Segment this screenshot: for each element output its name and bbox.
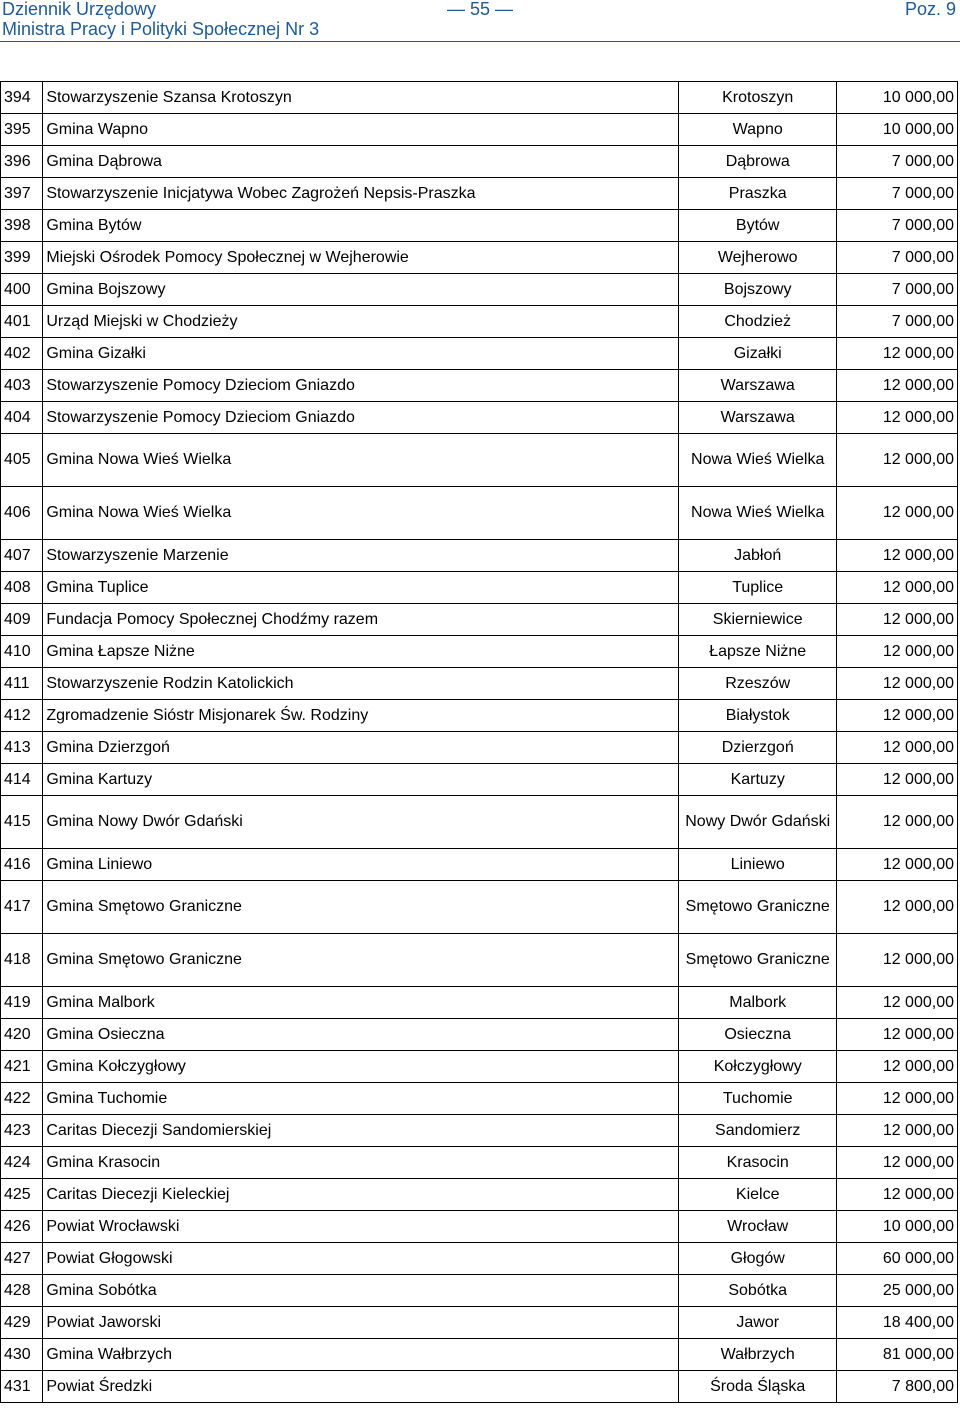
row-entity-name: Gmina Liniewo <box>43 849 679 881</box>
table-row <box>1 1243 958 1275</box>
row-number: 405 <box>1 434 43 487</box>
table-row <box>1 146 958 178</box>
row-city: Liniewo <box>679 849 837 881</box>
row-amount: 12 000,00 <box>837 668 958 700</box>
row-entity-name: Gmina Smętowo Graniczne <box>43 881 679 934</box>
row-number: 403 <box>1 370 43 402</box>
row-entity-name: Powiat Głogowski <box>43 1243 679 1275</box>
row-city: Nowy Dwór Gdański <box>679 796 837 849</box>
row-number: 421 <box>1 1051 43 1083</box>
row-entity-name: Stowarzyszenie Szansa Krotoszyn <box>43 82 679 114</box>
row-number: 399 <box>1 242 43 274</box>
row-number: 397 <box>1 178 43 210</box>
table-row <box>1 732 958 764</box>
row-number: 427 <box>1 1243 43 1275</box>
table-row <box>1 1179 958 1211</box>
row-amount: 60 000,00 <box>837 1243 958 1275</box>
row-entity-name: Gmina Tuplice <box>43 572 679 604</box>
row-number: 415 <box>1 796 43 849</box>
row-number: 411 <box>1 668 43 700</box>
row-amount: 10 000,00 <box>837 82 958 114</box>
row-entity-name: Gmina Wapno <box>43 114 679 146</box>
row-city: Smętowo Graniczne <box>679 934 837 987</box>
row-number: 401 <box>1 306 43 338</box>
row-city: Wrocław <box>679 1211 837 1243</box>
position-label: Poz. 9 <box>904 0 956 19</box>
table-row <box>1 82 958 114</box>
row-amount: 12 000,00 <box>837 1083 958 1115</box>
row-entity-name: Gmina Smętowo Graniczne <box>43 934 679 987</box>
row-number: 414 <box>1 764 43 796</box>
row-city: Wapno <box>679 114 837 146</box>
row-amount: 10 000,00 <box>837 1211 958 1243</box>
row-city: Kielce <box>679 1179 837 1211</box>
row-entity-name: Stowarzyszenie Pomocy Dzieciom Gniazdo <box>43 370 679 402</box>
row-city: Krotoszyn <box>679 82 837 114</box>
row-city: Wałbrzych <box>679 1339 837 1371</box>
row-city: Bytów <box>679 210 837 242</box>
row-entity-name: Powiat Średzki <box>43 1371 679 1403</box>
row-number: 429 <box>1 1307 43 1339</box>
row-city: Dąbrowa <box>679 146 837 178</box>
table-row <box>1 700 958 732</box>
entities-table-body <box>1 82 958 1403</box>
row-city: Sandomierz <box>679 1115 837 1147</box>
row-entity-name: Stowarzyszenie Marzenie <box>43 540 679 572</box>
row-number: 407 <box>1 540 43 572</box>
table-row <box>1 402 958 434</box>
row-entity-name: Stowarzyszenie Rodzin Katolickich <box>43 668 679 700</box>
row-amount: 7 000,00 <box>837 146 958 178</box>
row-city: Warszawa <box>679 370 837 402</box>
row-amount: 12 000,00 <box>837 732 958 764</box>
row-city: Praszka <box>679 178 837 210</box>
row-entity-name: Gmina Wałbrzych <box>43 1339 679 1371</box>
row-entity-name: Gmina Kołczygłowy <box>43 1051 679 1083</box>
table-row <box>1 849 958 881</box>
row-number: 416 <box>1 849 43 881</box>
table-row <box>1 572 958 604</box>
row-amount: 12 000,00 <box>837 700 958 732</box>
row-amount: 12 000,00 <box>837 434 958 487</box>
row-amount: 12 000,00 <box>837 849 958 881</box>
table-row <box>1 1339 958 1371</box>
row-city: Warszawa <box>679 402 837 434</box>
row-number: 430 <box>1 1339 43 1371</box>
table-row <box>1 987 958 1019</box>
table-row <box>1 1211 958 1243</box>
entities-table <box>0 81 958 1403</box>
row-city: Tuchomie <box>679 1083 837 1115</box>
table-row <box>1 796 958 849</box>
row-entity-name: Gmina Bojszowy <box>43 274 679 306</box>
row-amount: 12 000,00 <box>837 402 958 434</box>
table-row <box>1 1307 958 1339</box>
row-entity-name: Urząd Miejski w Chodzieży <box>43 306 679 338</box>
row-amount: 12 000,00 <box>837 1147 958 1179</box>
table-row <box>1 370 958 402</box>
row-amount: 81 000,00 <box>837 1339 958 1371</box>
row-amount: 12 000,00 <box>837 796 958 849</box>
table-row <box>1 306 958 338</box>
page-number: — 55 — <box>446 0 514 19</box>
row-entity-name: Powiat Jaworski <box>43 1307 679 1339</box>
table-row <box>1 242 958 274</box>
row-number: 420 <box>1 1019 43 1051</box>
row-amount: 12 000,00 <box>837 636 958 668</box>
row-amount: 12 000,00 <box>837 987 958 1019</box>
row-entity-name: Caritas Diecezji Sandomierskiej <box>43 1115 679 1147</box>
row-entity-name: Stowarzyszenie Inicjatywa Wobec Zagrożeń Nepsis-Praszka <box>43 178 679 210</box>
row-number: 417 <box>1 881 43 934</box>
table-row <box>1 881 958 934</box>
row-entity-name: Gmina Nowy Dwór Gdański <box>43 796 679 849</box>
table-row <box>1 1371 958 1403</box>
row-amount: 12 000,00 <box>837 487 958 540</box>
row-city: Krasocin <box>679 1147 837 1179</box>
row-city: Kartuzy <box>679 764 837 796</box>
table-row <box>1 487 958 540</box>
row-entity-name: Caritas Diecezji Kieleckiej <box>43 1179 679 1211</box>
row-entity-name: Gmina Krasocin <box>43 1147 679 1179</box>
row-city: Chodzież <box>679 306 837 338</box>
page-header <box>0 0 960 44</box>
row-number: 408 <box>1 572 43 604</box>
row-amount: 12 000,00 <box>837 1019 958 1051</box>
row-amount: 12 000,00 <box>837 881 958 934</box>
row-amount: 7 000,00 <box>837 178 958 210</box>
table-row <box>1 636 958 668</box>
table-row <box>1 604 958 636</box>
row-city: Malbork <box>679 987 837 1019</box>
row-city: Smętowo Graniczne <box>679 881 837 934</box>
row-number: 395 <box>1 114 43 146</box>
row-number: 398 <box>1 210 43 242</box>
row-amount: 18 400,00 <box>837 1307 958 1339</box>
table-row <box>1 1051 958 1083</box>
row-entity-name: Gmina Tuchomie <box>43 1083 679 1115</box>
row-amount: 7 800,00 <box>837 1371 958 1403</box>
table-row <box>1 114 958 146</box>
table-row <box>1 764 958 796</box>
table-row <box>1 210 958 242</box>
row-amount: 12 000,00 <box>837 604 958 636</box>
table-row <box>1 934 958 987</box>
row-amount: 12 000,00 <box>837 572 958 604</box>
row-city: Nowa Wieś Wielka <box>679 434 837 487</box>
row-city: Jawor <box>679 1307 837 1339</box>
row-city: Tuplice <box>679 572 837 604</box>
table-row <box>1 1019 958 1051</box>
row-city: Osieczna <box>679 1019 837 1051</box>
row-entity-name: Powiat Wrocławski <box>43 1211 679 1243</box>
row-number: 423 <box>1 1115 43 1147</box>
row-amount: 12 000,00 <box>837 540 958 572</box>
table-row <box>1 540 958 572</box>
row-entity-name: Fundacja Pomocy Społecznej Chodźmy razem <box>43 604 679 636</box>
row-number: 431 <box>1 1371 43 1403</box>
row-city: Głogów <box>679 1243 837 1275</box>
row-number: 428 <box>1 1275 43 1307</box>
row-entity-name: Gmina Dzierzgoń <box>43 732 679 764</box>
row-entity-name: Miejski Ośrodek Pomocy Społecznej w Wejherowie <box>43 242 679 274</box>
row-amount: 12 000,00 <box>837 764 958 796</box>
row-city: Skierniewice <box>679 604 837 636</box>
row-city: Rzeszów <box>679 668 837 700</box>
row-entity-name: Gmina Dąbrowa <box>43 146 679 178</box>
row-amount: 12 000,00 <box>837 1051 958 1083</box>
table-row <box>1 338 958 370</box>
row-amount: 12 000,00 <box>837 338 958 370</box>
row-number: 422 <box>1 1083 43 1115</box>
table-row <box>1 274 958 306</box>
row-number: 425 <box>1 1179 43 1211</box>
row-number: 409 <box>1 604 43 636</box>
table-row <box>1 1083 958 1115</box>
row-entity-name: Gmina Osieczna <box>43 1019 679 1051</box>
row-city: Nowa Wieś Wielka <box>679 487 837 540</box>
row-amount: 10 000,00 <box>837 114 958 146</box>
row-number: 419 <box>1 987 43 1019</box>
row-city: Sobótka <box>679 1275 837 1307</box>
table-row <box>1 668 958 700</box>
row-entity-name: Gmina Bytów <box>43 210 679 242</box>
row-amount: 7 000,00 <box>837 242 958 274</box>
row-entity-name: Gmina Kartuzy <box>43 764 679 796</box>
row-city: Dzierzgoń <box>679 732 837 764</box>
header-divider <box>0 41 960 42</box>
row-number: 410 <box>1 636 43 668</box>
table-row <box>1 1147 958 1179</box>
row-city: Środa Śląska <box>679 1371 837 1403</box>
row-number: 424 <box>1 1147 43 1179</box>
row-amount: 7 000,00 <box>837 274 958 306</box>
row-amount: 12 000,00 <box>837 1115 958 1147</box>
row-entity-name: Stowarzyszenie Pomocy Dzieciom Gniazdo <box>43 402 679 434</box>
ministry-title: Ministra Pracy i Polityki Społecznej Nr 3 <box>2 19 320 39</box>
row-city: Kołczygłowy <box>679 1051 837 1083</box>
row-entity-name: Gmina Nowa Wieś Wielka <box>43 434 679 487</box>
row-entity-name: Gmina Malbork <box>43 987 679 1019</box>
row-amount: 7 000,00 <box>837 306 958 338</box>
row-city: Jabłoń <box>679 540 837 572</box>
row-city: Gizałki <box>679 338 837 370</box>
row-number: 402 <box>1 338 43 370</box>
row-amount: 7 000,00 <box>837 210 958 242</box>
table-row <box>1 434 958 487</box>
row-number: 418 <box>1 934 43 987</box>
journal-title: Dziennik Urzędowy <box>2 0 157 19</box>
row-number: 404 <box>1 402 43 434</box>
row-number: 426 <box>1 1211 43 1243</box>
row-entity-name: Gmina Sobótka <box>43 1275 679 1307</box>
table-row <box>1 178 958 210</box>
table-row <box>1 1115 958 1147</box>
row-entity-name: Gmina Łapsze Niżne <box>43 636 679 668</box>
row-amount: 12 000,00 <box>837 370 958 402</box>
row-city: Białystok <box>679 700 837 732</box>
row-city: Wejherowo <box>679 242 837 274</box>
row-number: 400 <box>1 274 43 306</box>
row-entity-name: Gmina Gizałki <box>43 338 679 370</box>
row-amount: 12 000,00 <box>837 1179 958 1211</box>
row-city: Bojszowy <box>679 274 837 306</box>
row-entity-name: Zgromadzenie Sióstr Misjonarek Św. Rodziny <box>43 700 679 732</box>
row-number: 394 <box>1 82 43 114</box>
row-number: 413 <box>1 732 43 764</box>
row-amount: 25 000,00 <box>837 1275 958 1307</box>
row-entity-name: Gmina Nowa Wieś Wielka <box>43 487 679 540</box>
row-number: 412 <box>1 700 43 732</box>
row-number: 406 <box>1 487 43 540</box>
row-number: 396 <box>1 146 43 178</box>
row-city: Łapsze Niżne <box>679 636 837 668</box>
row-amount: 12 000,00 <box>837 934 958 987</box>
table-row <box>1 1275 958 1307</box>
